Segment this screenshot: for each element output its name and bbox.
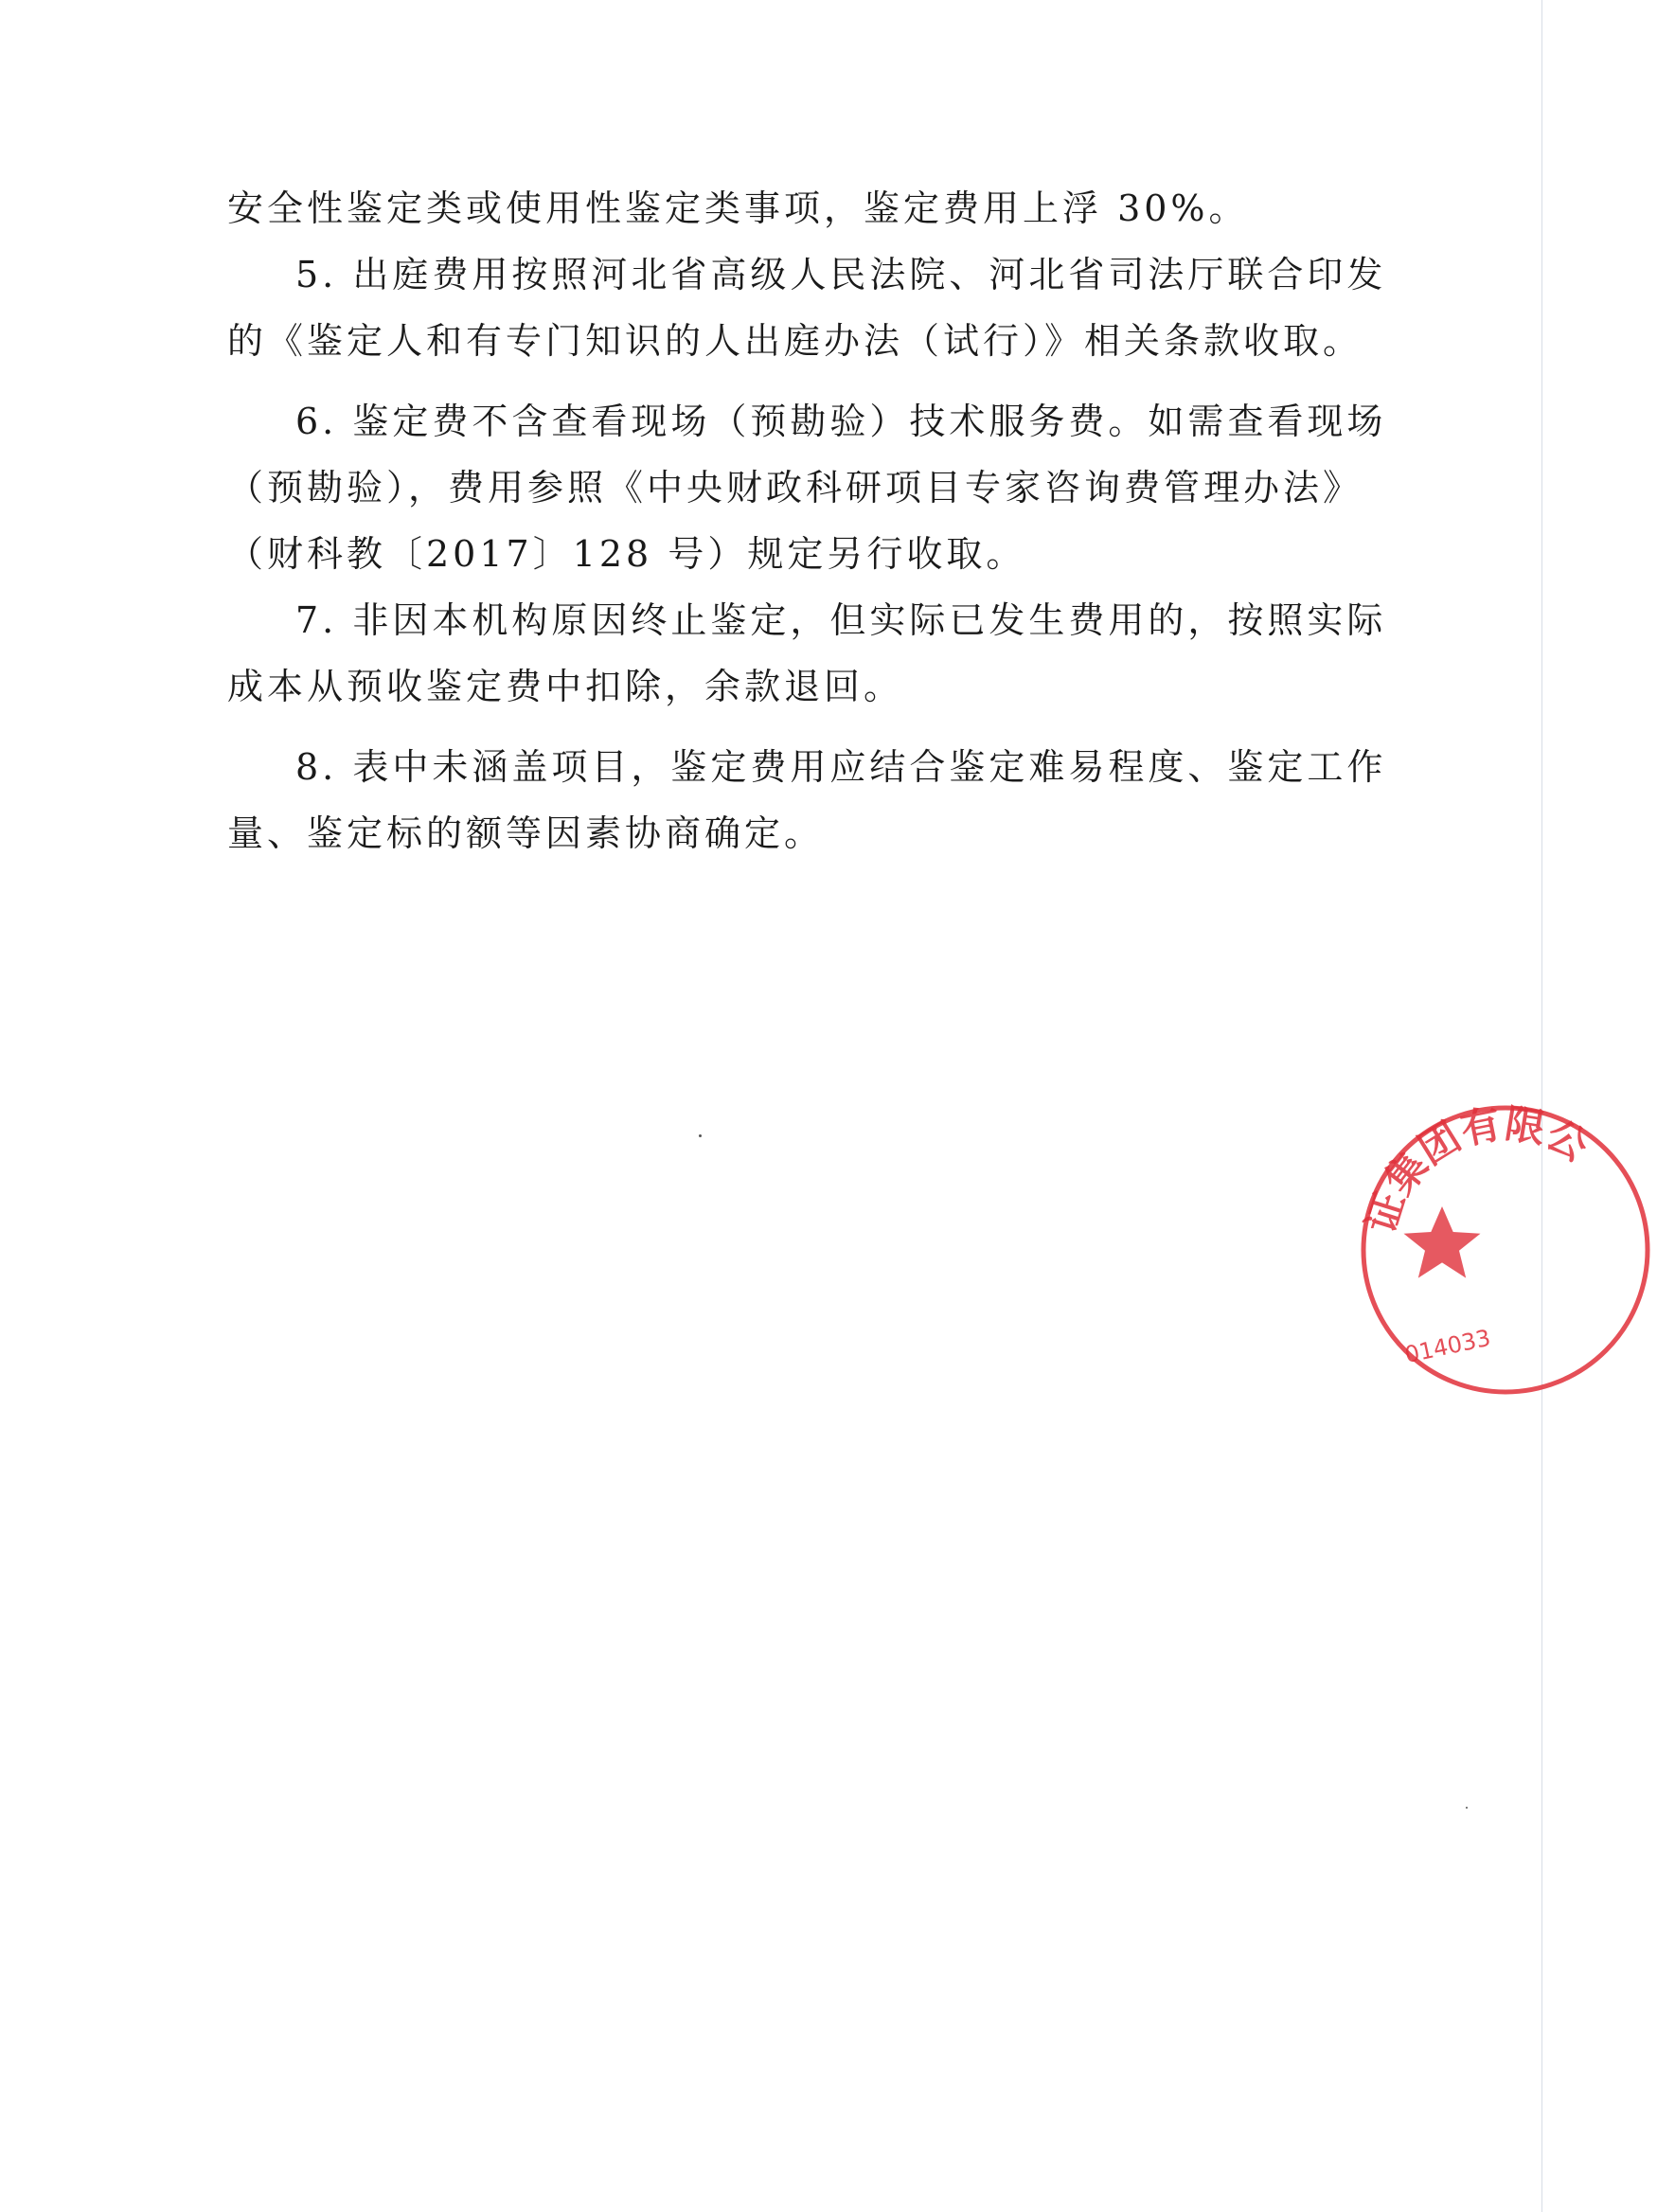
paragraph-line-4: 6. 鉴定费不含查看现场（预勘验）技术服务费。如需查看现场 <box>295 401 1387 442</box>
paragraph-line-8: 成本从预收鉴定费中扣除，余款退回。 <box>227 666 904 707</box>
seal-code-text: 014033 <box>1402 1324 1493 1369</box>
paragraph-line-6: （财科教〔2017〕128 号）规定另行收取。 <box>227 533 1026 575</box>
svg-text:证集团有限公 <box>1358 1100 1596 1239</box>
seal-name-text: 证集团有限公 <box>1357 1099 1596 1239</box>
paragraph-line-1: 安全性鉴定类或使用性鉴定类事项，鉴定费用上浮 30%。 <box>227 187 1249 229</box>
paragraph-line-7: 7. 非因本机构原因终止鉴定，但实际已发生费用的，按照实际 <box>295 599 1387 641</box>
scan-speck <box>1466 1807 1468 1809</box>
scan-speck <box>699 1134 702 1137</box>
paragraph-line-9: 8. 表中未涵盖项目，鉴定费用应结合鉴定难易程度、鉴定工作 <box>295 746 1387 788</box>
company-seal-stamp <box>1354 1098 1657 1401</box>
paragraph-line-3: 的《鉴定人和有专门知识的人出庭办法（试行）》相关条款收取。 <box>227 320 1363 362</box>
paragraph-line-2: 5. 出庭费用按照河北省高级人民法院、河北省司法厅联合印发 <box>295 254 1387 295</box>
paragraph-line-5: （预勘验），费用参照《中央财政科研项目专家咨询费管理办法》 <box>227 467 1363 508</box>
paragraph-line-10: 量、鉴定标的额等因素协商确定。 <box>227 812 825 854</box>
